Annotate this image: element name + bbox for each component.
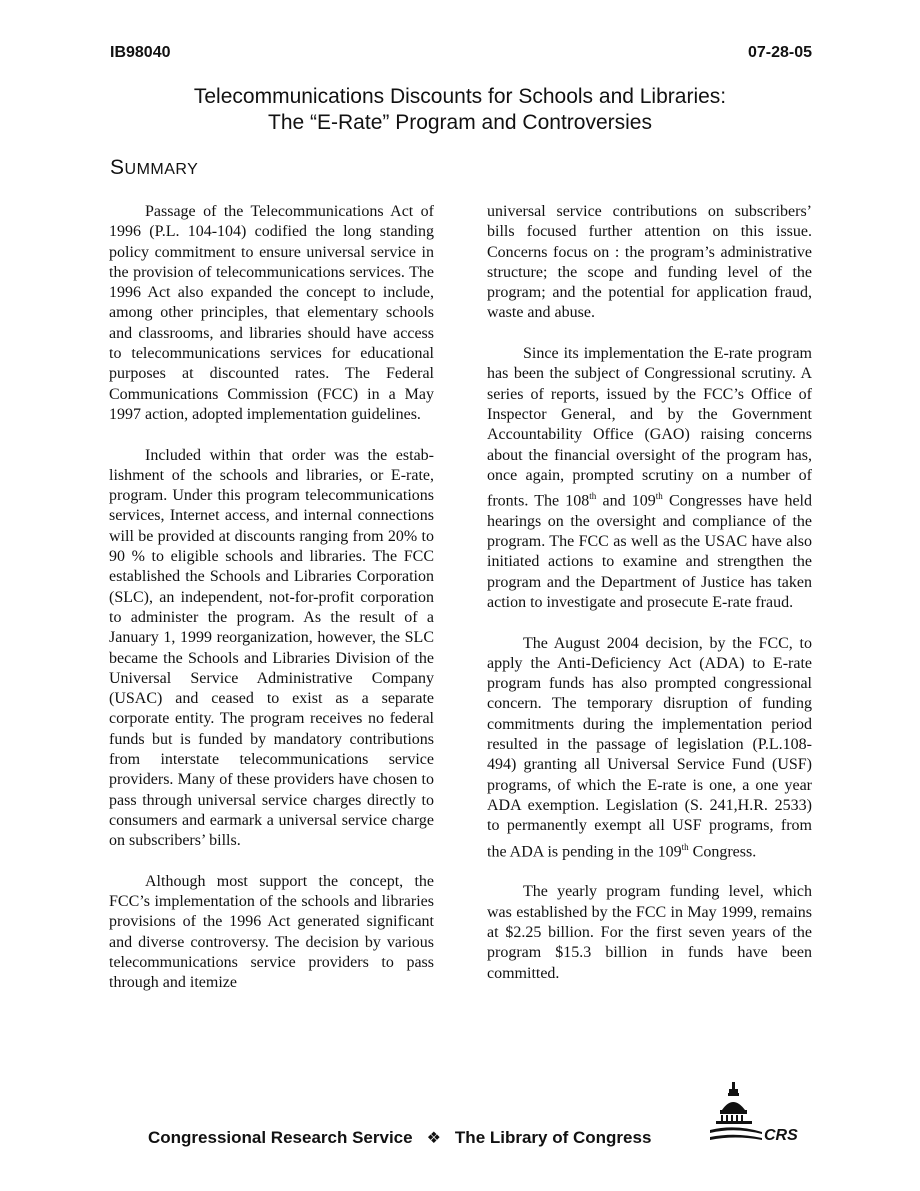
section-heading-rest: UMMARY (124, 161, 199, 178)
paragraph: Although most support the concept, the FCC’s implementation of the schools and libraries provisions of the 1996 Act generated significant and diverse controversy. The decision by various telecommunications service providers to pass through and itemize (109, 872, 434, 992)
superscript: th (589, 491, 597, 502)
paragraph: universal service contributions on subscribers’ bills focused further attention on this issue. Concerns focus on : the program’s administrative structure; the scope and funding level of the program; and the potential for application fraud, waste and abuse. (487, 203, 812, 322)
logo-text: CRS (764, 1127, 798, 1144)
paragraph: Included within that order was the establishment of the schools and libraries, or E-rate, program. Under this program telecommunications services, Internet access, and internal connections will be provided at discounts ranging from 20% to 90 % to eligible schools and libraries. The FCC established the Schools and Libraries Corporation (SLC), an independent, not-for-profit corporation to administer the program. As the result of a January 1, 1999 reorganization, however, the SLC became the Schools and Libraries Division of the Universal Service Administrative Company (USAC) and ceased to exist as a separate corporate entity. The program receives no federal funds but is funded by mandatory contributions from interstate telecommunications service providers. Many of these providers have chosen to pass through universal service charges directly to consumers and earmark a universal service charge on subscribers’ bills. (109, 446, 434, 850)
crs-capitol-logo (710, 1080, 810, 1150)
left-column (109, 202, 434, 1014)
footer-org: Congressional Research Service (148, 1128, 413, 1147)
text-run: and 109 (596, 492, 656, 510)
title-line-1: Telecommunications Discounts for Schools and Libraries: (193, 85, 727, 108)
section-heading-initial: S (110, 156, 125, 179)
superscript: th (655, 491, 663, 502)
paragraph (487, 634, 812, 863)
text-run: Congresses have held hearings on the oversight and compliance of the program. The FCC as well as the USAC have also initiated actions to examine and strengthen the program and the Department of Justice has taken action to investigate and prosecute E-rate fraud. (487, 492, 813, 611)
title-line-2: The “E-Rate” Program and Controversies (268, 111, 652, 134)
report-date: 07-28-05 (747, 44, 812, 61)
text-run: Congress. (688, 842, 757, 860)
section-heading (110, 156, 198, 180)
paragraph: Passage of the Telecommunications Act of 1996 (P.L. 104-104) codified the long standing policy commitment to ensure universal service in the provision of telecommunications services. The 1996 Act also expanded the concept to include, among other principles, that elementary schools and classrooms, and libraries should have access to telecommunications services for educational purposes at discounted rates. The Federal Communications Commission (FCC) in a May 1997 action, adopted implementation guidelines. (109, 203, 434, 423)
right-column (487, 202, 812, 1004)
text-run: The August 2004 decision, by the FCC, to apply the Anti-Deficiency Act (ADA) to E-rate program funds has also prompted congressional concern. The temporary disruption of funding commitments during the implementation period resulted in the passage of legislation (P.L.108-494) granting all Universal Service Fund (USF) programs, of which the E-rate is one, a one year ADA exemption. Legislation (S. 241,H.R. 2533) to permanently exempt all USF programs, from the ADA is pending in the 109 (487, 634, 812, 860)
footer (148, 1128, 651, 1148)
report-title (0, 84, 920, 136)
diamond-separator-icon: ❖ (426, 1130, 441, 1147)
paragraph: The yearly program funding level, which was established by the FCC in May 1999, remains at $2.25 billion. For the first seven years of the program $15.3 billion in funds have been committed. (487, 883, 812, 982)
superscript: th (681, 841, 689, 852)
paragraph (487, 344, 812, 613)
footer-library: The Library of Congress (454, 1128, 652, 1147)
report-id: IB98040 (110, 44, 171, 61)
text-run: Since its implementation the E-rate program has been the subject of Congressional scrutiny. A series of reports, issued by the FCC’s Office of Inspector General, and by the Government Accountability Office (GAO) raising concerns about the financial oversight of the program has, once again, prompted scrutiny on a number of fronts. The 108 (487, 345, 812, 510)
